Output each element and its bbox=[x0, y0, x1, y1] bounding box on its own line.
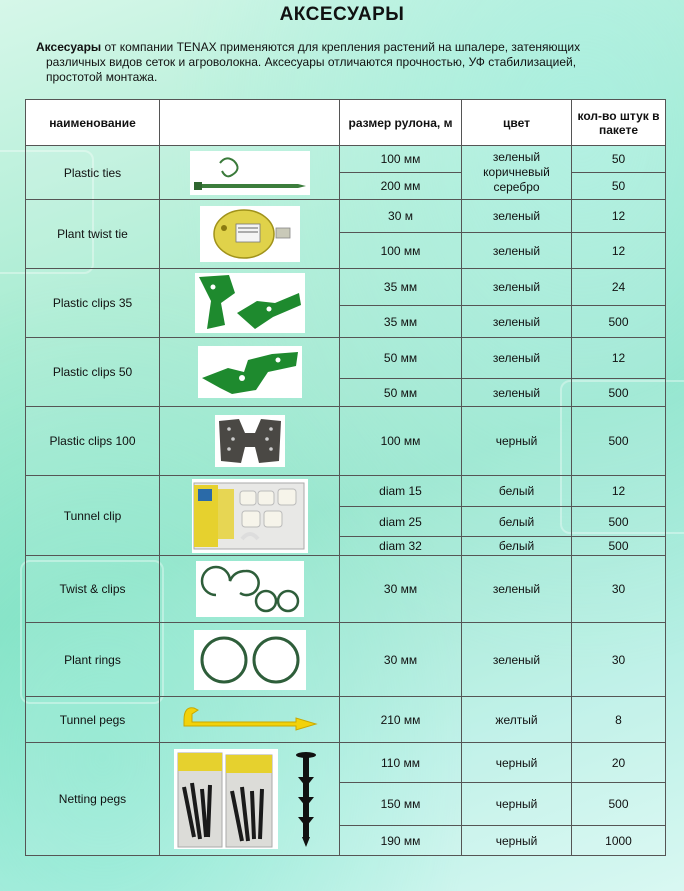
intro-bold: Аксесуары bbox=[36, 40, 102, 54]
product-image bbox=[160, 338, 340, 407]
product-name: Plant rings bbox=[26, 623, 160, 697]
plant-rings-icon bbox=[194, 630, 306, 690]
intro-paragraph bbox=[36, 40, 646, 85]
table-row bbox=[26, 407, 666, 476]
color-cell: белый bbox=[462, 507, 572, 537]
qty-cell: 500 bbox=[572, 783, 666, 826]
header-size: размер рулона, м bbox=[340, 100, 462, 146]
product-image bbox=[160, 146, 340, 200]
qty-cell: 8 bbox=[572, 697, 666, 743]
qty-cell: 1000 bbox=[572, 826, 666, 856]
table-header-row bbox=[26, 100, 666, 146]
product-name: Twist & clips bbox=[26, 556, 160, 623]
product-name: Tunnel pegs bbox=[26, 697, 160, 743]
cable-tie-icon bbox=[190, 151, 310, 195]
size-cell: 35 мм bbox=[340, 269, 462, 306]
product-image bbox=[160, 269, 340, 338]
tunnel-clip-pack-icon bbox=[192, 479, 308, 553]
header-qty: кол-во штук в пакете bbox=[572, 100, 666, 146]
product-image bbox=[160, 556, 340, 623]
page-title: АКСЕСУАРЫ bbox=[279, 4, 405, 25]
accessories-table bbox=[25, 99, 666, 856]
color-cell: зеленый коричневый серебро bbox=[462, 146, 572, 200]
qty-cell: 20 bbox=[572, 743, 666, 783]
qty-cell: 30 bbox=[572, 556, 666, 623]
color-cell: черный bbox=[462, 407, 572, 476]
intro-line-3: простотой монтажа. bbox=[46, 70, 158, 84]
product-name: Plastic clips 35 bbox=[26, 269, 160, 338]
twist-tie-reel-icon bbox=[200, 206, 300, 262]
size-cell: 50 мм bbox=[340, 338, 462, 379]
size-cell: 150 мм bbox=[340, 783, 462, 826]
color-cell: зеленый bbox=[462, 379, 572, 407]
product-name: Plastic ties bbox=[26, 146, 160, 200]
color-cell: зеленый bbox=[462, 269, 572, 306]
size-cell: diam 32 bbox=[340, 537, 462, 556]
product-name: Netting pegs bbox=[26, 743, 160, 856]
product-name: Plastic clips 50 bbox=[26, 338, 160, 407]
size-cell: 30 мм bbox=[340, 623, 462, 697]
qty-cell: 24 bbox=[572, 269, 666, 306]
twist-clips-icon bbox=[196, 561, 304, 617]
qty-cell: 500 bbox=[572, 407, 666, 476]
green-clip-icon bbox=[195, 273, 305, 333]
yellow-peg-icon bbox=[180, 704, 320, 736]
product-name: Plant twist tie bbox=[26, 200, 160, 269]
product-image bbox=[160, 200, 340, 269]
qty-cell: 500 bbox=[572, 379, 666, 407]
size-cell: 30 мм bbox=[340, 556, 462, 623]
size-cell: 200 мм bbox=[340, 173, 462, 200]
qty-cell: 500 bbox=[572, 507, 666, 537]
color-cell: белый bbox=[462, 476, 572, 507]
table-row bbox=[26, 743, 666, 783]
size-cell: 210 мм bbox=[340, 697, 462, 743]
product-image bbox=[160, 407, 340, 476]
color-cell: черный bbox=[462, 783, 572, 826]
size-cell: 50 мм bbox=[340, 379, 462, 407]
size-cell: 35 мм bbox=[340, 306, 462, 338]
color-cell: зеленый bbox=[462, 233, 572, 269]
product-image bbox=[160, 476, 340, 556]
netting-pegs-icon bbox=[170, 747, 330, 851]
black-clip-icon bbox=[215, 415, 285, 467]
color-cell: желтый bbox=[462, 697, 572, 743]
product-image bbox=[160, 623, 340, 697]
green-clip-icon bbox=[198, 346, 302, 398]
table-row bbox=[26, 200, 666, 233]
color-cell: зеленый bbox=[462, 306, 572, 338]
size-cell: diam 25 bbox=[340, 507, 462, 537]
size-cell: 110 мм bbox=[340, 743, 462, 783]
table-row bbox=[26, 476, 666, 507]
table-row bbox=[26, 623, 666, 697]
table-row bbox=[26, 269, 666, 306]
size-cell: 100 мм bbox=[340, 233, 462, 269]
intro-line-1: от компании TENAX применяются для крепления растений на шпалере, затеняющих bbox=[101, 40, 581, 54]
color-cell: черный bbox=[462, 743, 572, 783]
product-name: Tunnel clip bbox=[26, 476, 160, 556]
color-cell: черный bbox=[462, 826, 572, 856]
color-cell: зеленый bbox=[462, 556, 572, 623]
table-row bbox=[26, 338, 666, 379]
intro-line-2: различных видов сеток и агроволокна. Аксесуары отличаются прочностью, УФ стабилизацией, bbox=[46, 55, 577, 69]
header-name: наименование bbox=[26, 100, 160, 146]
color-cell: белый bbox=[462, 537, 572, 556]
header-image bbox=[160, 100, 340, 146]
color-cell: зеленый bbox=[462, 338, 572, 379]
table-row bbox=[26, 697, 666, 743]
qty-cell: 12 bbox=[572, 476, 666, 507]
header-color: цвет bbox=[462, 100, 572, 146]
product-image bbox=[160, 697, 340, 743]
qty-cell: 500 bbox=[572, 306, 666, 338]
qty-cell: 12 bbox=[572, 200, 666, 233]
qty-cell: 12 bbox=[572, 233, 666, 269]
product-image bbox=[160, 743, 340, 856]
product-name: Plastic clips 100 bbox=[26, 407, 160, 476]
qty-cell: 50 bbox=[572, 146, 666, 173]
qty-cell: 12 bbox=[572, 338, 666, 379]
table-row bbox=[26, 556, 666, 623]
size-cell: 30 м bbox=[340, 200, 462, 233]
table-row bbox=[26, 146, 666, 173]
color-cell: зеленый bbox=[462, 623, 572, 697]
qty-cell: 500 bbox=[572, 537, 666, 556]
size-cell: diam 15 bbox=[340, 476, 462, 507]
qty-cell: 50 bbox=[572, 173, 666, 200]
size-cell: 190 мм bbox=[340, 826, 462, 856]
size-cell: 100 мм bbox=[340, 146, 462, 173]
qty-cell: 30 bbox=[572, 623, 666, 697]
color-cell: зеленый bbox=[462, 200, 572, 233]
size-cell: 100 мм bbox=[340, 407, 462, 476]
